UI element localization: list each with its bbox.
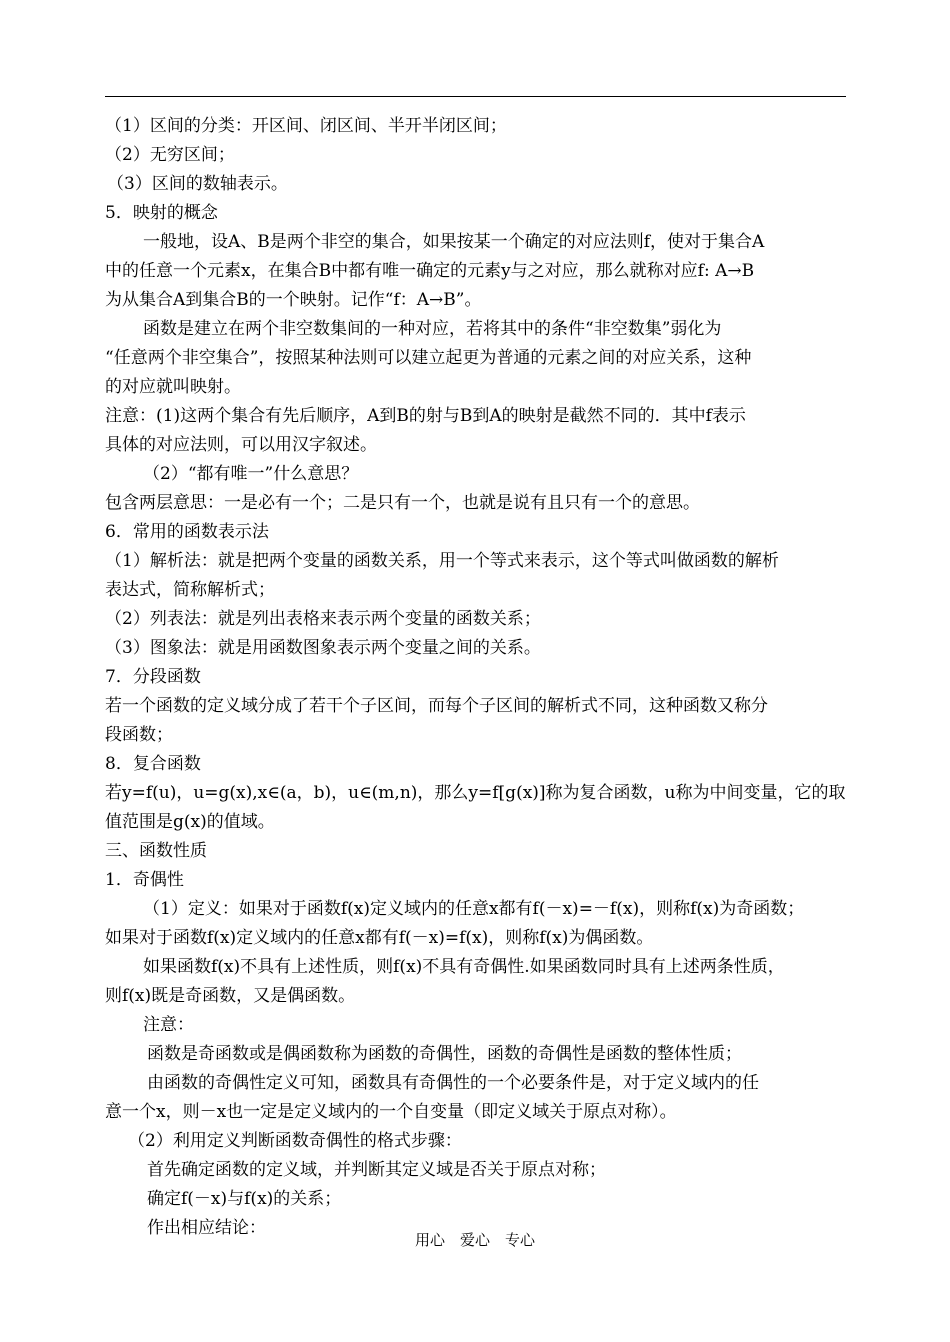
text-line: （2）“都有唯一”什么意思？ [143,464,359,484]
text-line: （2）列表法：就是列出表格来表示两个变量的函数关系； [105,609,541,629]
text-line: 作出相应结论： [147,1218,266,1238]
text-line: （1）区间的分类：开区间、闭区间、半开半闭区间； [105,116,507,136]
text-line: （3）图象法：就是用函数图象表示两个变量之间的关系。 [105,638,541,658]
header-rule [105,96,846,97]
text-line: 则f(x)既是奇函数，又是偶函数。 [105,986,356,1006]
text-line: （2）无穷区间； [105,145,235,165]
text-line: 如果函数f(x)不具有上述性质，则f(x)不具有奇偶性.如果函数同时具有上述两条性质， [143,957,785,977]
section-heading: 8．复合函数 [105,754,201,774]
text-line: 包含两层意思：一是必有一个；二是只有一个，也就是说有且只有一个的意思。 [105,493,700,513]
text-line: 注意： [143,1015,194,1035]
text-line: 函数是奇函数或是偶函数称为函数的奇偶性，函数的奇偶性是函数的整体性质； [147,1044,742,1064]
text-line: 具体的对应法则，可以用汉字叙述。 [105,435,377,455]
text-line: 如果对于函数f(x)定义域内的任意x都有f(－x)=f(x)，则称f(x)为偶函数。 [105,928,654,948]
text-line: 的对应就叫映射。 [105,377,241,397]
text-line: 中的任意一个元素x，在集合B中都有唯一确定的元素y与之对应，那么就称对应f: A→B [105,261,755,281]
text-line: 意一个x，则－x也一定是定义域内的一个自变量（即定义域关于原点对称）。 [105,1102,677,1122]
section-heading: 7．分段函数 [105,667,201,687]
text-line: 为从集合A到集合B的一个映射。记作“f：A→B”。 [105,290,482,310]
text-line: 段函数； [105,725,173,745]
text-line: 一般地，设A、B是两个非空的集合，如果按某一个确定的对应法则f，使对于集合A [143,232,765,252]
text-line: （1）定义：如果对于函数f(x)定义域内的任意x都有f(－x)=－f(x)，则称f(x)为奇函数； [143,899,805,919]
section-heading: 5．映射的概念 [105,203,218,223]
text-line: 值范围是g(x)的值域。 [105,812,275,832]
text-line: 由函数的奇偶性定义可知，函数具有奇偶性的一个必要条件是，对于定义域内的任 [147,1073,759,1093]
text-line: （3）区间的数轴表示。 [107,174,288,194]
text-line: 函数是建立在两个非空数集间的一种对应，若将其中的条件“非空数集”弱化为 [143,319,722,339]
text-line: 表达式，简称解析式； [105,580,275,600]
text-line: 确定f(－x)与f(x)的关系； [147,1189,342,1209]
text-line: （2）利用定义判断函数奇偶性的格式步骤： [128,1131,462,1151]
section-heading: 6．常用的函数表示法 [105,522,269,542]
text-line: “任意两个非空集合”，按照某种法则可以建立起更为普通的元素之间的对应关系，这种 [105,348,752,368]
text-line: 首先确定函数的定义域，并判断其定义域是否关于原点对称； [147,1160,606,1180]
text-line: 注意：(1)这两个集合有先后顺序，A到B的射与B到A的映射是截然不同的．其中f表示 [105,406,746,426]
text-line: （1）解析法：就是把两个变量的函数关系，用一个等式来表示，这个等式叫做函数的解析 [105,551,779,571]
section-heading: 1．奇偶性 [105,870,184,890]
text-line: 若一个函数的定义域分成了若干个子区间，而每个子区间的解析式不同，这种函数又称分 [105,696,768,716]
page-footer: 用心 爱心 专心 [414,1231,535,1249]
section-heading: 三、函数性质 [105,841,207,861]
text-line: 若y=f(u)，u=g(x),x∈(a，b)，u∈(m,n)，那么y=f[g(x)]称为复合函数，u称为中间变量，它的取 [105,783,846,803]
